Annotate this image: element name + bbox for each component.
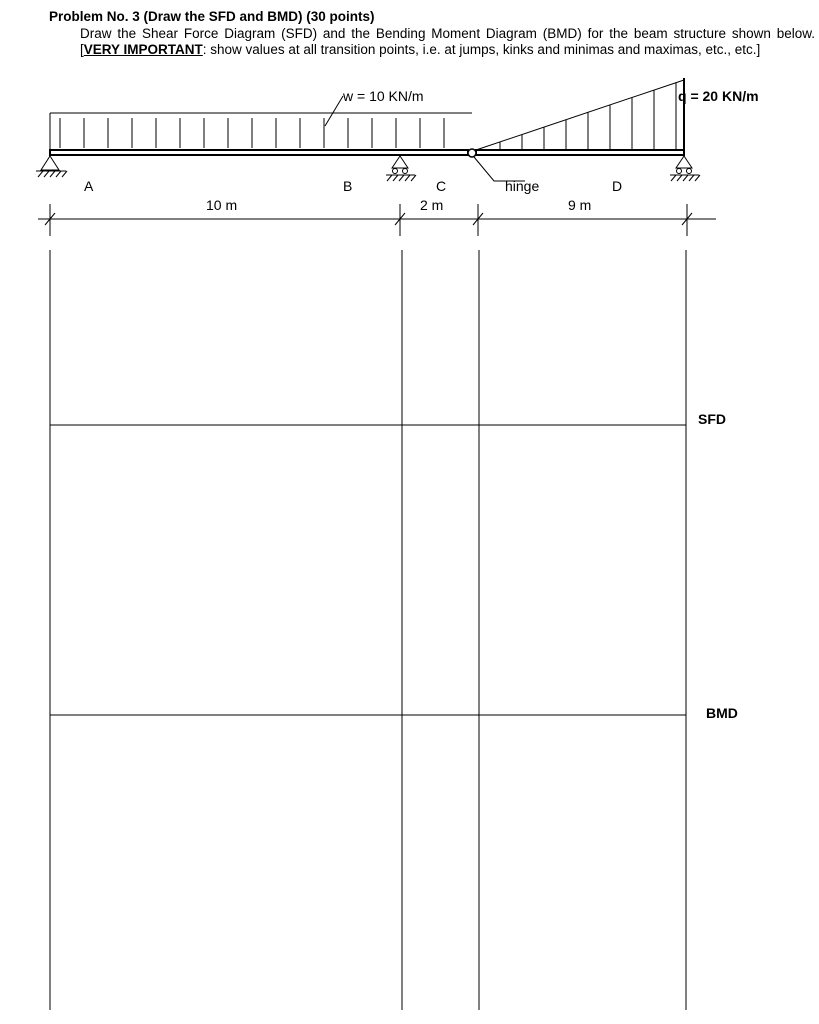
- triangular-load-label: q = 20 KN/m: [678, 88, 759, 104]
- label-d: D: [612, 178, 623, 194]
- support-a: [36, 156, 67, 177]
- udl-label: w = 10 KN/m: [343, 88, 424, 104]
- label-c: C: [436, 178, 447, 194]
- label-a: A: [84, 178, 94, 194]
- beam: [50, 149, 684, 157]
- support-d-end: [670, 156, 700, 181]
- triangular-load: [476, 78, 684, 150]
- instruction-emphasis: VERY IMPORTANT: [83, 42, 203, 57]
- label-b: B: [343, 178, 353, 194]
- support-b: [386, 156, 416, 181]
- hinge-label: hinge: [505, 178, 540, 194]
- instruction-text-1: Draw the Shear Force Diagram (SFD) and the Bending Moment Diagram (BMD) for the beam structure shown below. [: [80, 26, 815, 57]
- dim-10m: 10 m: [206, 197, 238, 213]
- instruction-text-2: : show values at all transition points, i.e. at jumps, kinks and minimas and maximas, etc., etc.]: [202, 42, 761, 57]
- answer-grid: [50, 250, 686, 1010]
- dim-9m: 9 m: [568, 197, 592, 213]
- sfd-label: SFD: [698, 411, 726, 427]
- dim-2m: 2 m: [420, 197, 444, 213]
- hinge-marker: [468, 149, 476, 157]
- problem-title: Problem No. 3 (Draw the SFD and BMD) (30 points): [49, 9, 375, 24]
- bmd-label: BMD: [706, 705, 738, 721]
- udl-load: [50, 96, 472, 150]
- dimension-line: [38, 204, 716, 236]
